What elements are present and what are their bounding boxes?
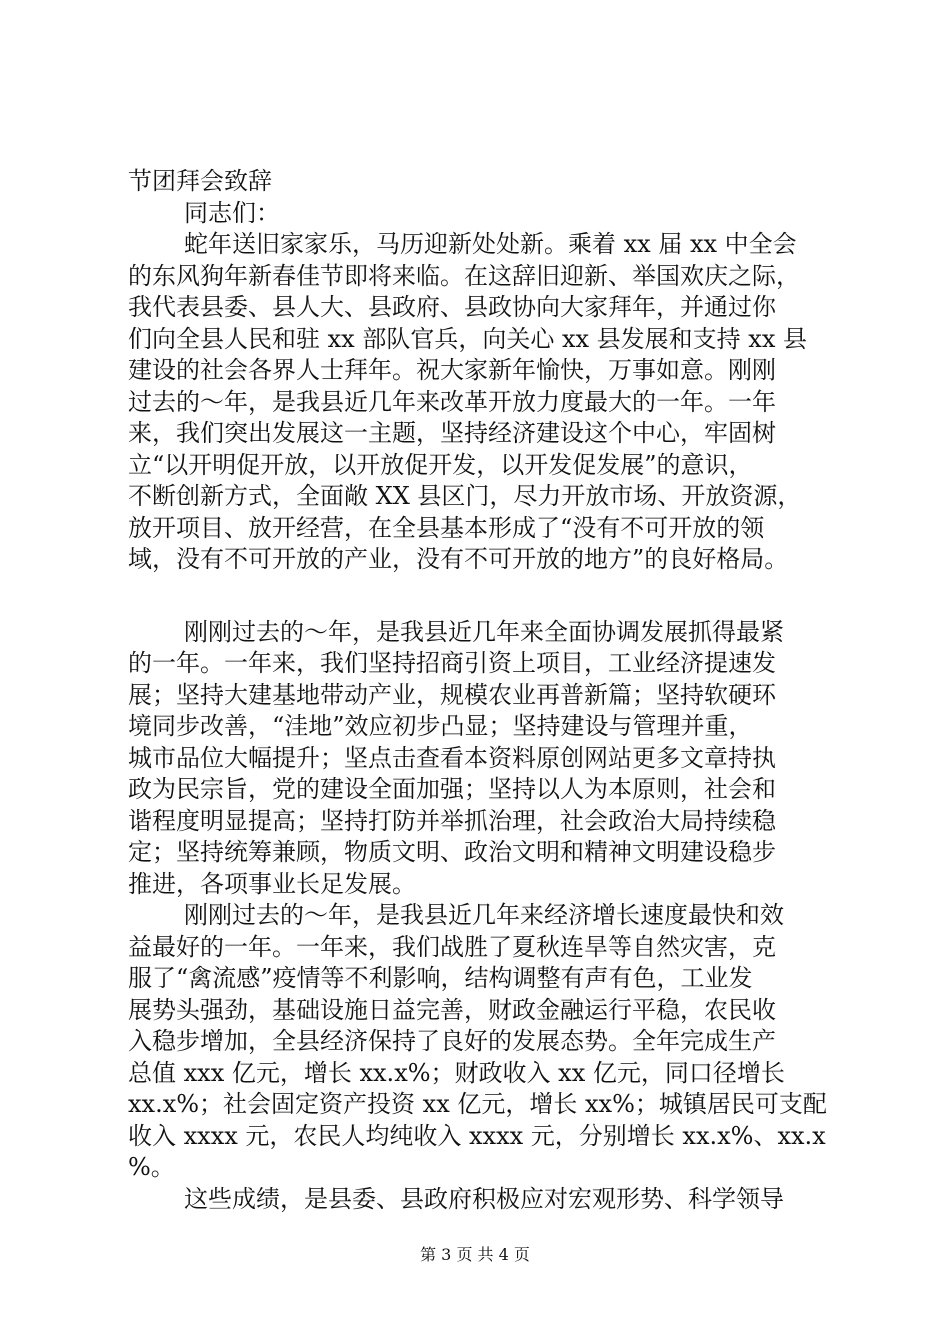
text-line: 过去的～年，是我县近几年来改革开放力度最大的一年。一年 — [128, 387, 776, 416]
text-line: 放开项目、放开经营，在全县基本形成了“没有不可开放的领 — [128, 513, 765, 542]
document-heading: 节团拜会致辞 — [128, 167, 272, 195]
salutation: 同志们： — [184, 198, 280, 227]
text-line: 们向全县人民和驻 xx 部队官兵，向关心 xx 县发展和支持 xx 县 — [128, 324, 807, 353]
document-body — [128, 166, 856, 1215]
text-line: 收入 xxxx 元，农民人均纯收入 xxxx 元，分别增长 xx.x%、xx.x — [128, 1121, 826, 1150]
text-line: 益最好的一年。一年来，我们战胜了夏秋连旱等自然灾害，克 — [128, 932, 776, 961]
text-line: 刚刚过去的～年，是我县近几年来全面协调发展抓得最紧 — [184, 617, 784, 646]
paragraph-4 — [128, 1184, 856, 1216]
text-line: 刚刚过去的～年，是我县近几年来经济增长速度最快和效 — [184, 901, 784, 929]
text-line: 不断创新方式，全面敞 XX 县区门，尽力开放市场、开放资源， — [128, 482, 802, 510]
text-line: 来，我们突出发展这一主题，坚持经济建设这个中心，牢固树 — [128, 419, 776, 447]
page-number-footer: 第 3 页 共 4 页 — [420, 1245, 530, 1264]
paragraph-2 — [128, 617, 856, 901]
text-line: 建设的社会各界人士拜年。祝大家新年愉快，万事如意。刚刚 — [128, 356, 776, 384]
text-line: 入稳步增加，全县经济保持了良好的发展态势。全年完成生产 — [128, 1027, 776, 1055]
text-line: 展；坚持大建基地带动产业，规模农业再普新篇；坚持软硬环 — [128, 680, 776, 709]
text-line: 的东风狗年新春佳节即将来临。在这辞旧迎新、举国欢庆之际， — [128, 261, 800, 290]
paragraph-1 — [128, 229, 856, 576]
text-line: 域，没有不可开放的产业，没有不可开放的地方”的良好格局。 — [128, 545, 789, 573]
text-line: 谐程度明显提高；坚持打防并举抓治理，社会政治大局持续稳 — [128, 806, 776, 835]
text-line: 立“以开明促开放，以开放促开发，以开发促发展”的意识， — [128, 450, 753, 479]
text-line: 蛇年送旧家家乐，马历迎新处处新。乘着 xx 届 xx 中全会 — [184, 230, 797, 258]
paragraph-3 — [128, 900, 856, 1184]
text-line: 我代表县委、县人大、县政府、县政协向大家拜年，并通过你 — [128, 293, 776, 321]
text-line: 的一年。一年来，我们坚持招商引资上项目，工业经济提速发 — [128, 649, 776, 677]
text-line: 这些成绩，是县委、县政府积极应对宏观形势、科学领导 — [184, 1184, 784, 1213]
text-line: 总值 xxx 亿元，增长 xx.x%；财政收入 xx 亿元，同口径增长 — [128, 1058, 785, 1087]
text-line: 政为民宗旨，党的建设全面加强；坚持以人为本原则，社会和 — [128, 775, 776, 803]
paragraph-spacer — [128, 576, 856, 617]
text-line: 服了“禽流感”疫情等不利影响，结构调整有声有色，工业发 — [128, 964, 753, 992]
text-line: 境同步改善，“洼地”效应初步凸显；坚持建设与管理并重， — [128, 712, 753, 740]
text-line: %。 — [128, 1153, 175, 1181]
text-line: 推进，各项事业长足发展。 — [128, 869, 416, 898]
text-line: 定；坚持统筹兼顾，物质文明、政治文明和精神文明建设稳步 — [128, 838, 776, 866]
text-line: 展势头强劲，基础设施日益完善，财政金融运行平稳，农民收 — [128, 995, 776, 1024]
text-line: xx.x%；社会固定资产投资 xx 亿元，增长 xx%；城镇居民可支配 — [128, 1090, 827, 1118]
text-line: 城市品位大幅提升；坚点击查看本资料原创网站更多文章持执 — [128, 743, 776, 772]
